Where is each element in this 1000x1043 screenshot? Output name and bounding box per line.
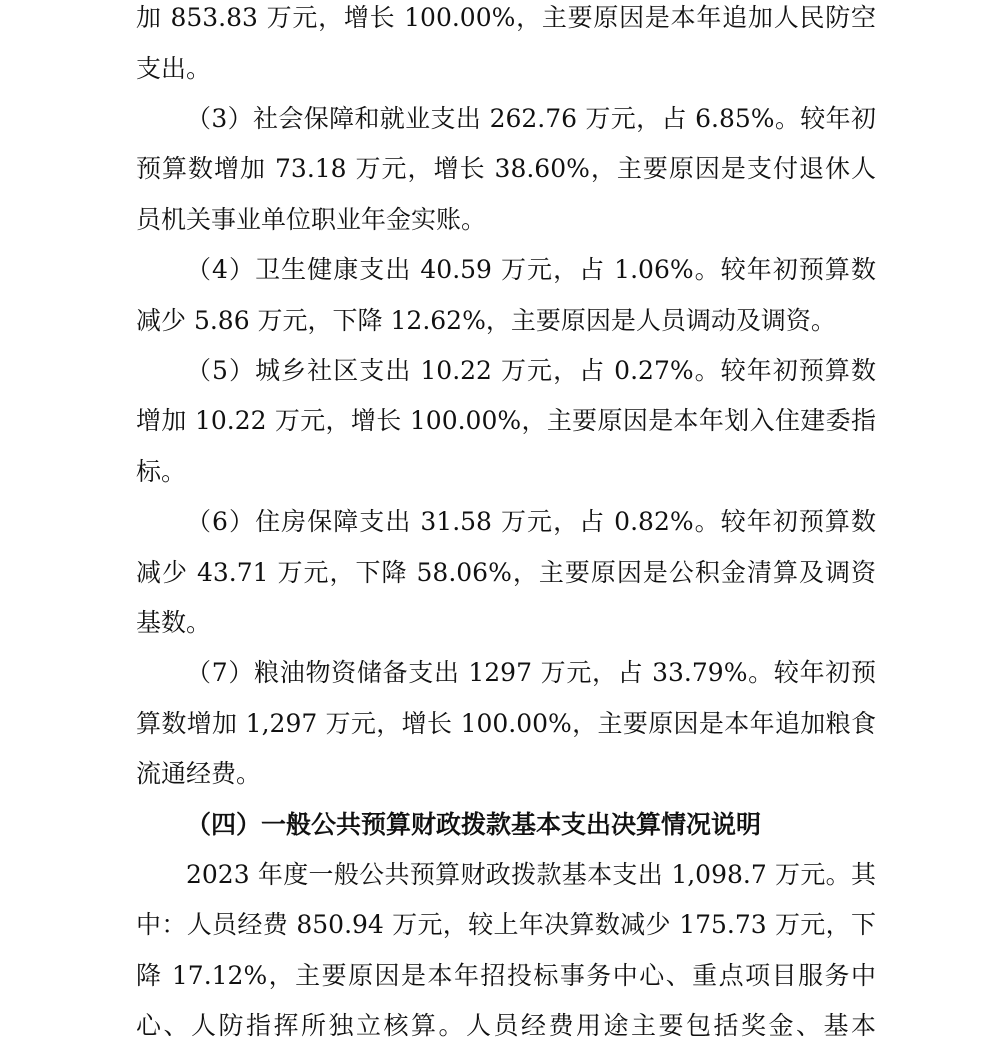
text-line: （5）城乡社区支出 10.22 万元，占 0.27%。较年初预算数 xyxy=(186,356,876,385)
text-line: 减少 43.71 万元，下降 58.06%，主要原因是公积金清算及调资 xyxy=(136,558,876,587)
text-line: 中：人员经费 850.94 万元，较上年决算数减少 175.73 万元，下 xyxy=(136,910,876,939)
text-line: 加 853.83 万元，增长 100.00%，主要原因是本年追加人民防空 xyxy=(136,3,876,32)
text-line: （3）社会保障和就业支出 262.76 万元，占 6.85%。较年初 xyxy=(186,104,876,133)
text-line: 标。 xyxy=(136,457,187,486)
text-line: （7）粮油物资储备支出 1297 万元，占 33.79%。较年初预 xyxy=(186,658,876,687)
text-line: 支出。 xyxy=(136,54,212,83)
text-line: 基数。 xyxy=(136,608,212,637)
text-line: （6）住房保障支出 31.58 万元，占 0.82%。较年初预算数 xyxy=(186,507,876,536)
section-heading: （四）一般公共预算财政拨款基本支出决算情况说明 xyxy=(186,810,762,839)
text-line: 2023 年度一般公共预算财政拨款基本支出 1,098.7 万元。其 xyxy=(186,860,876,889)
text-line: （4）卫生健康支出 40.59 万元，占 1.06%。较年初预算数 xyxy=(186,255,876,284)
text-line: 减少 5.86 万元，下降 12.62%，主要原因是人员调动及调资。 xyxy=(136,306,836,335)
text-line: 流通经费。 xyxy=(136,759,262,788)
text-line: 员机关事业单位职业年金实账。 xyxy=(136,205,487,234)
text-line: 预算数增加 73.18 万元，增长 38.60%，主要原因是支付退休人 xyxy=(136,154,876,183)
text-line: 心、人防指挥所独立核算。人员经费用途主要包括奖金、基本 xyxy=(136,1011,876,1040)
text-line: 算数增加 1,297 万元，增长 100.00%，主要原因是本年追加粮食 xyxy=(136,709,876,738)
text-line: 增加 10.22 万元，增长 100.00%，主要原因是本年划入住建委指 xyxy=(136,406,876,435)
text-line: 降 17.12%，主要原因是本年招投标事务中心、重点项目服务中 xyxy=(136,961,876,990)
